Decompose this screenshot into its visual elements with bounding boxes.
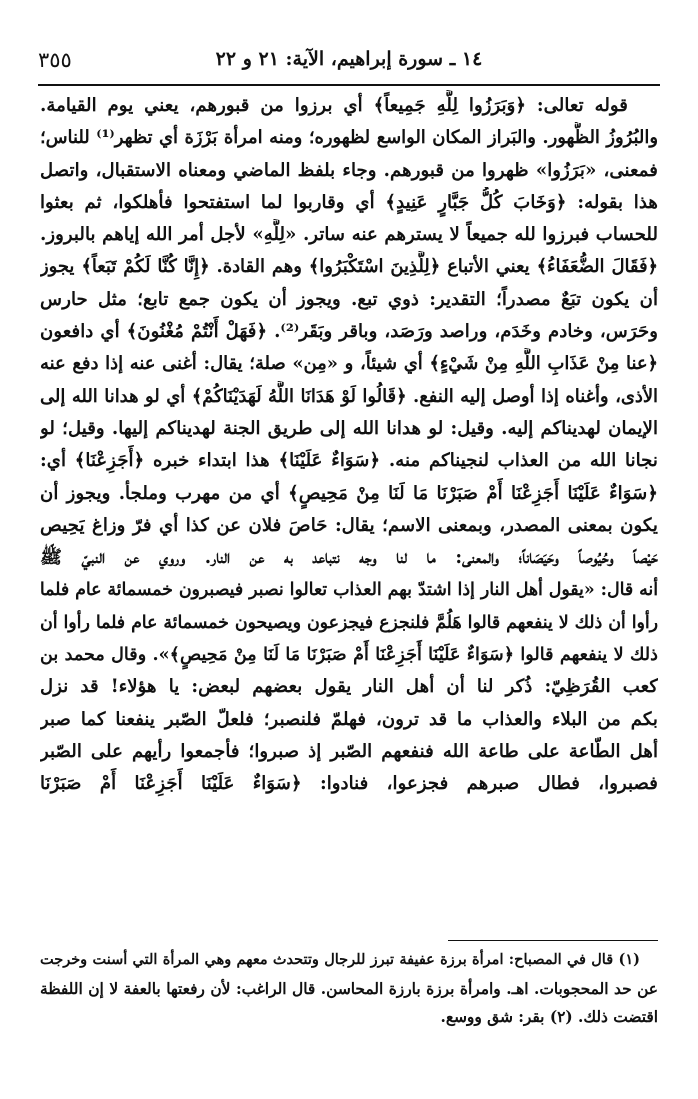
- text-line: أهل الطّاعة على طاعة الله فنفعهم الصّبر إذ صبروا؛ فأجمعوا رأيهم على الصّبر: [40, 740, 658, 762]
- text-line: ﴿عنا مِنْ عَذَابِ اللَّهِ مِنْ شَيْءٍ﴾ أي شيئاً، و «مِن» صلة؛ يقال: أغنى عنه إذا دفع عنه: [40, 353, 658, 375]
- text-line: للحساب فبرزوا لله جميعاً لا يسترهم عنه ساتر. «لِلَّهِ» لأجل أمر الله إياهم بالبروز.: [40, 224, 658, 246]
- text-line: حَيْصاً وحُيُوصاً وحَيَصَاناً؛ والمعنى: ما لنا وجه نتباعد به عن النار. وروي عن النبيّ ﷺ: [40, 547, 658, 569]
- footnote-line: عن حد المحجوبات. اهـ. وامرأة برزة بارزة المحاسن. قال الراغب: لأن رفعتها بالعفة لا إن اللفظة: [40, 979, 658, 998]
- text-line: فمعنى، «بَرَزُوا» ظهروا من قبورهم. وجاء بلفظ الماضي ومعناه الاستقبال، واتصل: [40, 159, 658, 181]
- text-line: ﴿فَقَالَ الضُّعَفَاءُ﴾ يعني الأتباع ﴿لِلَّذِينَ اسْتَكْبَرُوا﴾ وهم القادة. ﴿إِنَّا كُنَّا لَكُمْ تَبَعاً﴾ يجوز: [40, 256, 658, 278]
- text-line: أنه قال: «يقول أهل النار إذا اشتدّ بهم العذاب تعالوا نصبر فيصبرون خمسمائة عام فلما: [40, 580, 658, 601]
- footnote-line: اقتضت ذلك. (٢) بقر: شق ووسع.: [440, 1008, 658, 1026]
- text-line: هذا بقوله: ﴿وَخَابَ كُلُّ جَبَّارٍ عَنِيدٍ﴾ أي وقاربوا لما استفتحوا فأهلكوا، ثم بعثوا: [40, 191, 658, 213]
- text-line: بكم من البلاء والعذاب ما قد ترون، فهلمّ فلنصبر؛ فلعلّ الصّبر ينفعنا كما صبر: [40, 708, 658, 730]
- page-number: ٣٥٥: [38, 48, 72, 72]
- main-text: [40, 90, 658, 801]
- text-line: والبُرُوزُ الظُّهور. والبَراز المكان الواسع لظهوره؛ ومنه امرأة بَرْزَة أي تظهر⁽¹⁾ للناس؛: [40, 127, 658, 149]
- text-line: نجانا الله من العذاب لنجيناكم منه. ﴿سَوَاءٌ عَلَيْنَا﴾ هذا ابتداء خبره ﴿أَجَزِعْنَا﴾ أي:: [40, 450, 658, 472]
- text-line: يكون بمعنى المصدر، وبمعنى الاسم؛ يقال: حَاصَ فلان عن كذا أي فرّ وزاغ يَحِيص: [40, 514, 658, 536]
- text-line: ﴿سَوَاءٌ عَلَيْنَا أَجَزِعْنَا أَمْ صَبَرْنَا مَا لَنَا مِنْ مَحِيصٍ﴾ أي من مهرب وملجأ. ويجوز أن: [40, 482, 658, 504]
- text-line: ذلك لا ينفعهم قالوا ﴿سَوَاءٌ عَلَيْنَا أَجَزِعْنَا أَمْ صَبَرْنَا مَا لَنَا مِنْ مَحِيصٍ﴾». وقال محمد بن: [40, 644, 658, 666]
- text-line: كعب القُرَظِيّ: ذُكر لنا أن أهل النار يقول بعضهم لبعض: يا هؤلاء! قد نزل: [40, 676, 658, 698]
- footnotes: [40, 946, 658, 1032]
- footnote-rule: [448, 940, 658, 941]
- text-line: وحَرَس، وخادم وخَدَم، وراصد ورَصَد، وباقر وبَقَر⁽²⁾. ﴿فَهَلْ أَنْتُمْ مُغْنُونَ﴾ أي دافعون: [40, 321, 658, 343]
- page-header: [38, 48, 660, 80]
- text-line: الإيمان لهديناكم إليه. وقيل: لو هدانا الله إلى طريق الجنة لهديناكم إليها. وقيل؛ لو: [40, 417, 658, 439]
- text-line: أن يكون تبَعٌ مصدراً؛ التقدير: ذوي تبع. ويجوز أن يكون جمع تابع؛ مثل حارس: [40, 288, 658, 310]
- header-rule: [38, 84, 660, 86]
- footnote-line: (١) قال في المصباح: امرأة برزة عفيفة تبرز للرجال وتتحدث معهم وهي المرأة التي أسنت وخرجت: [40, 951, 640, 968]
- text-line: فصبروا، فطال صبرهم فجزعوا، فنادوا: ﴿سَوَاءٌ عَلَيْنَا أَجَزِعْنَا أَمْ صَبَرْنَا: [40, 773, 658, 795]
- running-head: ١٤ ـ سورة إبراهيم، الآية: ٢١ و ٢٢: [215, 48, 483, 70]
- text-line: رأوا أن ذلك لا ينفعهم قالوا هَلُمَّ فلنجزع فيجزعون ويصيحون خمسمائة عام فلما رأوا أن: [40, 612, 658, 633]
- text-line: قوله تعالى: ﴿وَبَرَزُوا لِلَّهِ جَمِيعاً﴾ أي برزوا من قبورهم، يعني يوم القيامة.: [40, 95, 628, 116]
- text-line: الأذى، وأغناه إذا أوصل إليه النفع. ﴿قَالُوا لَوْ هَدَانَا اللَّهُ لَهَدَيْنَاكُمْ﴾ أي لو هدانا الله إلى: [40, 385, 658, 407]
